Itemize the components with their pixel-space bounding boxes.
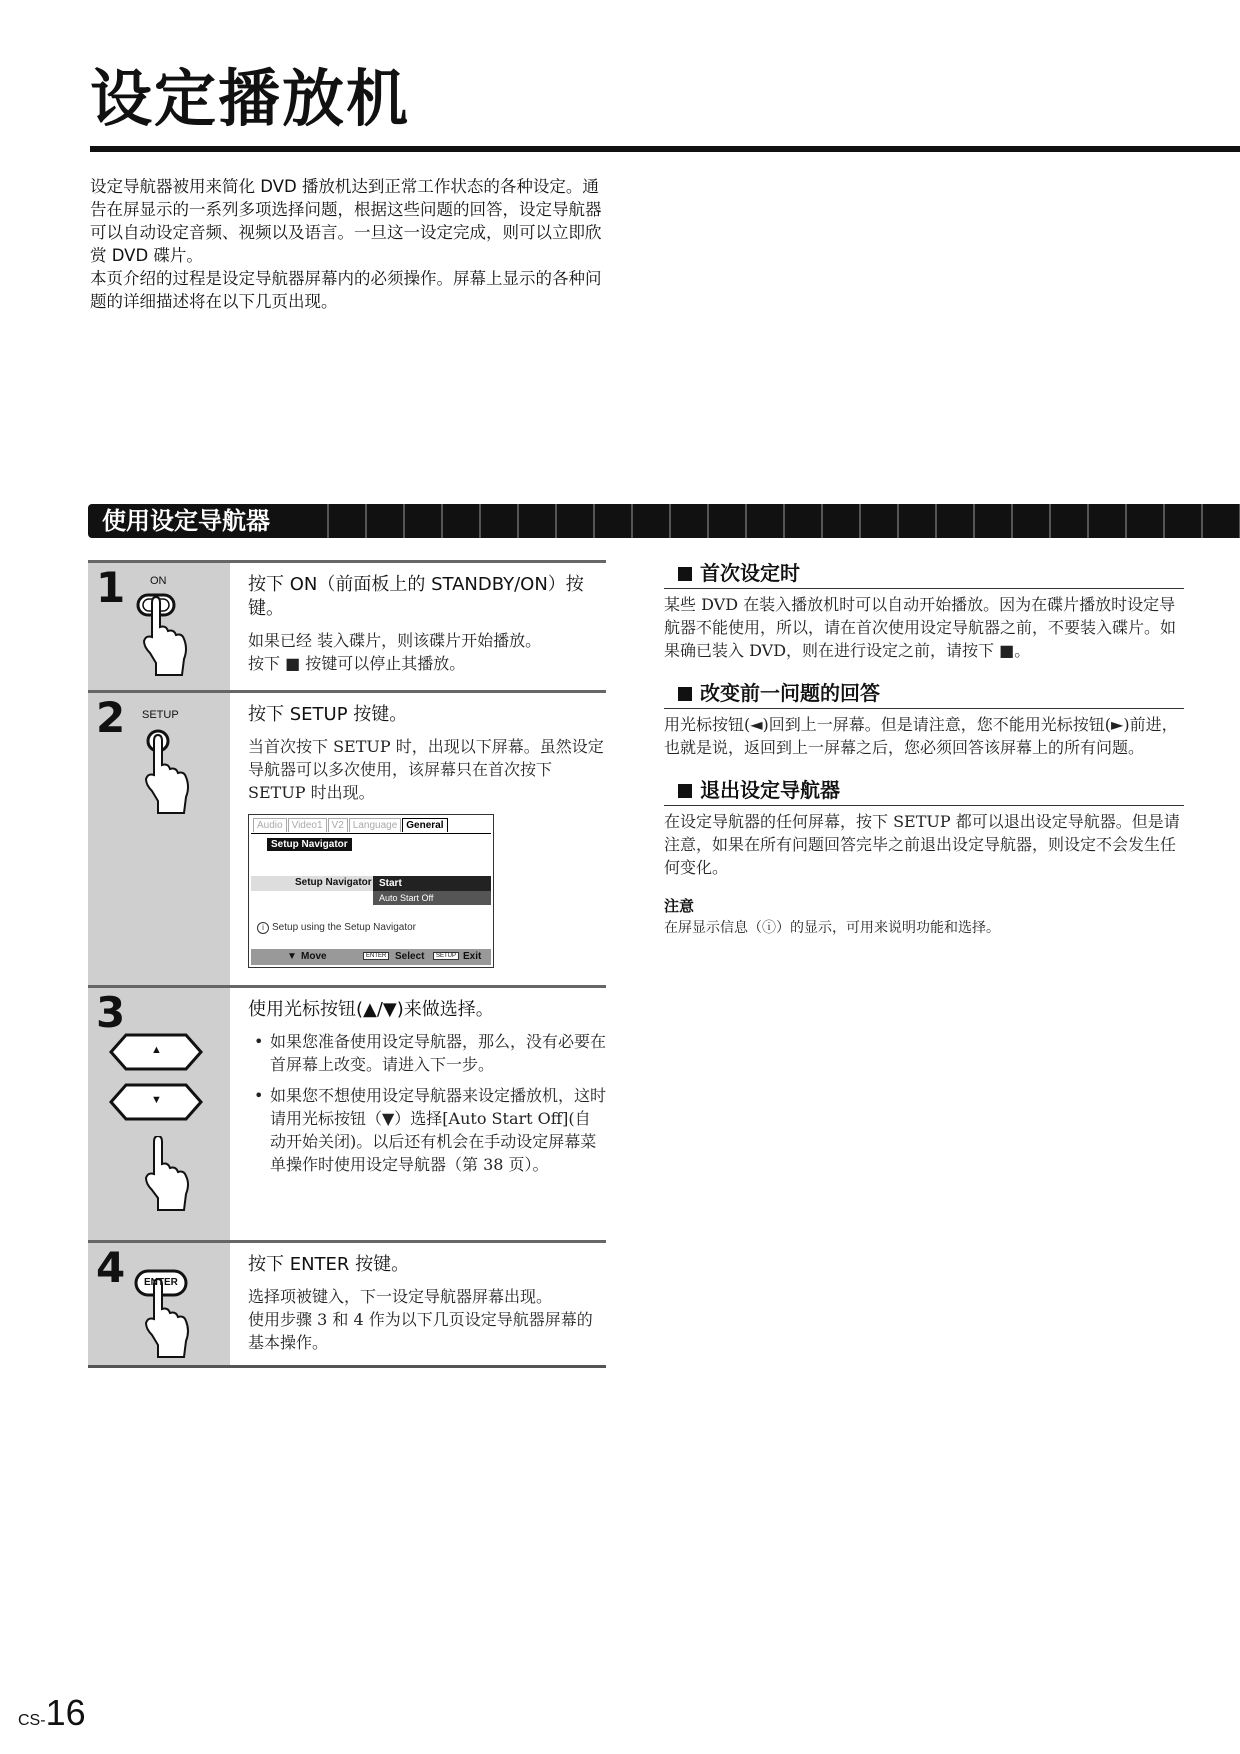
page-prefix: CS- <box>18 1712 46 1729</box>
step-3 <box>88 985 606 1240</box>
osd-tab-audio: Audio <box>253 818 287 832</box>
osd-tab-video1: Video1 <box>288 818 327 832</box>
osd-setup-key: SETUP <box>433 952 459 960</box>
note-title: 注意 <box>664 897 695 915</box>
on-button-label: ON <box>150 575 167 587</box>
step-3-illustration-panel <box>88 988 230 1240</box>
subhead-body: 用光标按钮(◄)回到上一屏幕。但是请注意，您不能用光标按钮(►)前进，也就是说，返回到上一屏幕之后，您必须回答该屏幕上的所有问题。 <box>664 715 1178 757</box>
page-num: 16 <box>45 1692 86 1733</box>
up-arrow-icon: ▲ <box>151 1044 162 1056</box>
intro-text <box>90 175 610 313</box>
step-heading: 按下 ENTER 按键。 <box>248 1254 410 1275</box>
step-2 <box>88 690 606 985</box>
subhead-text: 退出设定导航器 <box>700 778 840 802</box>
step-2-content <box>248 693 606 988</box>
page-title: 设定播放机 <box>90 62 411 135</box>
osd-tab-v2: V2 <box>328 818 348 832</box>
osd-footer-select: Select <box>395 951 425 962</box>
bullet-item: • 如果您准备使用设定导航器，那么，没有必要在首屏幕上改变。请进入下一步。 <box>248 1030 606 1076</box>
intro-paragraph-2: 本页介绍的过程是设定导航器屏幕内的必须操作。屏幕上显示的各种问题的详细描述将在以下几页出现。 <box>90 269 602 311</box>
osd-row-label: Setup Navigator <box>295 877 372 888</box>
down-arrow-icon: ▼ <box>287 951 297 962</box>
subhead-exit-navigator <box>664 775 1184 806</box>
setup-navigator-screen <box>248 814 494 968</box>
subhead-text: 首次设定时 <box>700 561 800 585</box>
square-bullet-icon <box>678 687 692 701</box>
step-text: 按下 ■ 按键可以停止其播放。 <box>248 654 466 673</box>
step-4-illustration-panel <box>88 1243 230 1365</box>
osd-tabs <box>253 818 449 832</box>
step-3-content <box>248 988 606 1198</box>
osd-info-line <box>257 922 416 934</box>
enter-button-label: ENTER <box>144 1277 178 1288</box>
section-bar-pattern <box>291 504 1240 538</box>
page-number <box>18 1692 86 1734</box>
step-1 <box>88 560 606 690</box>
step-heading: 使用光标按钮(▲/▼)来做选择。 <box>248 999 494 1020</box>
subhead-body: 某些 DVD 在装入播放机时可以自动开始播放。因为在碟片播放时设定导航器不能使用，所以，请在首次使用设定导航器之前，不要装入碟片。如果确已装入 DVD，则在进行设定之前，请按下 ■。 <box>664 595 1177 660</box>
down-arrow-icon: ▼ <box>151 1094 162 1106</box>
pointing-hand-icon <box>142 1136 194 1212</box>
subhead-change-answer <box>664 678 1184 709</box>
title-rule <box>90 146 1240 152</box>
bullet-item: • 如果您不想使用设定导航器来设定播放机，这时请用光标按钮（▼）选择[Auto Start Off](自动开始关闭)。以后还有机会在手动设定屏幕菜单操作时使用设定导航器（第 38 页）。 <box>248 1084 606 1176</box>
osd-panel <box>251 833 491 965</box>
osd-header: Setup Navigator <box>267 838 352 851</box>
square-bullet-icon <box>678 567 692 581</box>
osd-enter-key: ENTER <box>363 952 389 960</box>
steps-list <box>88 560 606 1368</box>
intro-paragraph-1: 设定导航器被用来简化 DVD 播放机达到正常工作状态的各种设定。通告在屏显示的一系列多项选择问题，根据这些问题的回答，设定导航器可以自动设定音频、视频以及语言。一旦这一设定完成，则可以立即欣赏 DVD 碟片。 <box>90 177 602 265</box>
osd-tab-general: General <box>402 818 447 832</box>
step-4-content <box>248 1243 606 1368</box>
step-number: 2 <box>96 693 126 742</box>
setup-button-press-icon <box>142 727 202 817</box>
subhead-body: 在设定导航器的任何屏幕，按下 SETUP 都可以退出设定导航器。但是请注意，如果在所有问题回答完毕之前退出设定导航器，则设定不会发生任何变化。 <box>664 812 1180 877</box>
step-text: 当首次按下 SETUP 时，出现以下屏幕。虽然设定导航器可以多次使用，该屏幕只在首次按下 SETUP 时出现。 <box>248 737 604 802</box>
step-2-illustration-panel <box>88 693 230 985</box>
setup-button-label: SETUP <box>142 709 179 721</box>
osd-info-text: Setup using the Setup Navigator <box>272 922 416 933</box>
step-4 <box>88 1240 606 1365</box>
step-heading: 按下 ON（前面板上的 STANDBY/ON）按键。 <box>248 574 584 619</box>
osd-option-start: Start <box>373 876 491 891</box>
right-column <box>664 558 1184 938</box>
step-3-bullets <box>248 1030 606 1176</box>
on-button-press-icon <box>134 589 194 679</box>
subhead-first-setup <box>664 558 1184 589</box>
subhead-text: 改变前一问题的回答 <box>700 681 880 705</box>
step-1-content <box>248 563 606 689</box>
step-number: 4 <box>96 1243 126 1292</box>
step-text: 如果已经 装入碟片，则该碟片开始播放。 <box>248 631 542 650</box>
note-text: 在屏显示信息（ⓘ）的显示，可用来说明功能和选择。 <box>664 920 1000 936</box>
osd-footer-move: Move <box>301 951 327 962</box>
square-bullet-icon <box>678 784 692 798</box>
step-number: 1 <box>96 563 126 612</box>
step-text: 使用步骤 3 和 4 作为以下几页设定导航器屏幕的基本操作。 <box>248 1310 593 1352</box>
step-number: 3 <box>96 988 126 1037</box>
osd-footer <box>251 949 491 965</box>
step-text: 选择项被键入，下一设定导航器屏幕出现。 <box>248 1287 553 1306</box>
osd-footer-exit: Exit <box>463 951 482 962</box>
section-header-bar <box>88 504 1240 538</box>
step-heading: 按下 SETUP 按键。 <box>248 704 408 725</box>
info-icon: i <box>257 922 269 934</box>
section-title: 使用设定导航器 <box>102 506 280 536</box>
osd-option-auto-start-off: Auto Start Off <box>373 891 491 905</box>
step-1-illustration-panel <box>88 563 230 690</box>
osd-tab-language: Language <box>349 818 402 832</box>
